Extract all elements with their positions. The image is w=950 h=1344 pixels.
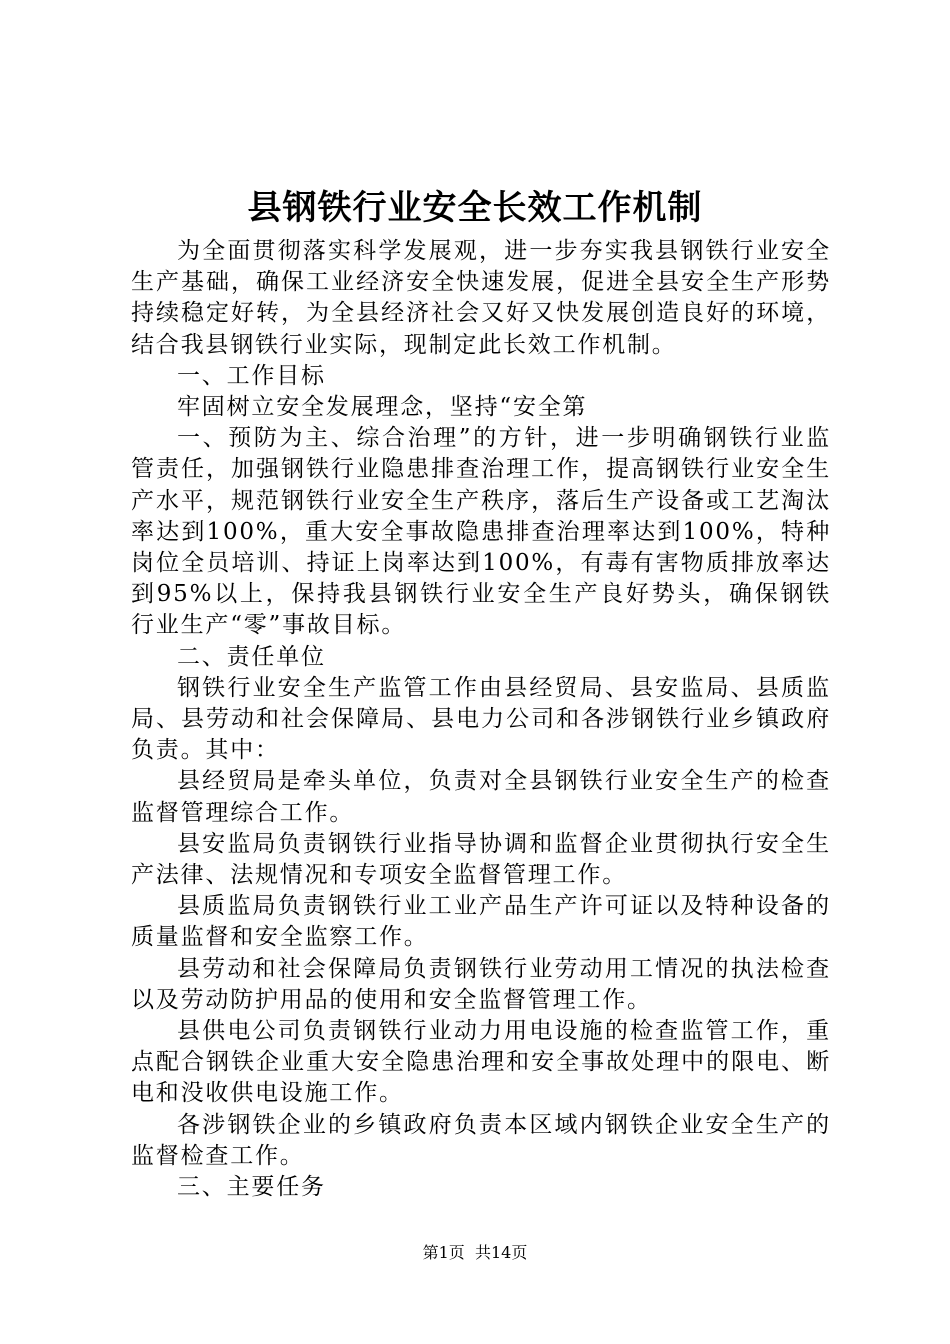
- paragraph-safety-bureau: 县安监局负责钢铁行业指导协调和监督企业贯彻执行安全生产法律、法规情况和专项安全监督管理工作。: [131, 830, 831, 889]
- document-title: 县钢铁行业安全长效工作机制: [247, 188, 703, 228]
- page-footer: [0, 1241, 950, 1265]
- paragraph-economic-bureau: 县经贸局是牵头单位，负责对全县钢铁行业安全生产的检查监督管理综合工作。: [131, 768, 831, 826]
- paragraph-township-governments: 各涉钢铁企业的乡镇政府负责本区域内钢铁企业安全生产的监督检查工作。: [131, 1111, 831, 1169]
- paragraph-goals-line: 牢固树立安全发展理念，坚持“安全第: [177, 394, 588, 421]
- paragraph-goals-detail: 一、预防为主、综合治理”的方针，进一步明确钢铁行业监管责任，加强钢铁行业隐患排查治理工作，提高钢铁行业安全生产水平，规范钢铁行业安全生产秩序，落后生产设备或工艺淘汰率达到100%，重大安全事故隐患排查治理率达到100%，特种岗位全员培训、持证上岗率达到100%，有毒有害物质排放率达到95%以上，保持我县钢铁行业安全生产良好势头，确保钢铁行业生产“零”事故目标。: [131, 425, 831, 639]
- paragraph-quality-bureau: 县质监局负责钢铁行业工业产品生产许可证以及特种设备的质量监督和安全监察工作。: [131, 893, 831, 951]
- paragraph-units-overview: 钢铁行业安全生产监管工作由县经贸局、县安监局、县质监局、县劳动和社会保障局、县电力公司和各涉钢铁行业乡镇政府负责。其中：: [131, 674, 831, 764]
- paragraph-power-company: 县供电公司负责钢铁行业动力用电设施的检查监管工作，重点配合钢铁企业重大安全隐患治理和安全事故处理中的限电、断电和没收供电设施工作。: [131, 1018, 831, 1107]
- section-heading-goals: 一、工作目标: [177, 362, 326, 389]
- page-total: 共14页: [474, 1243, 528, 1262]
- section-heading-units: 二、责任单位: [177, 643, 326, 670]
- page-number: 第1页: [422, 1243, 465, 1262]
- paragraph-labor-bureau: 县劳动和社会保障局负责钢铁行业劳动用工情况的执法检查以及劳动防护用品的使用和安全监督管理工作。: [131, 955, 831, 1013]
- section-heading-tasks: 三、主要任务: [177, 1174, 326, 1201]
- document-body: [131, 236, 831, 1203]
- paragraph-intro: 为全面贯彻落实科学发展观，进一步夯实我县钢铁行业安全生产基础，确保工业经济安全快速发展，促进全县安全生产形势持续稳定好转，为全县经济社会又好又快发展创造良好的环境，结合我县钢铁行业实际，现制定此长效工作机制。: [131, 238, 831, 358]
